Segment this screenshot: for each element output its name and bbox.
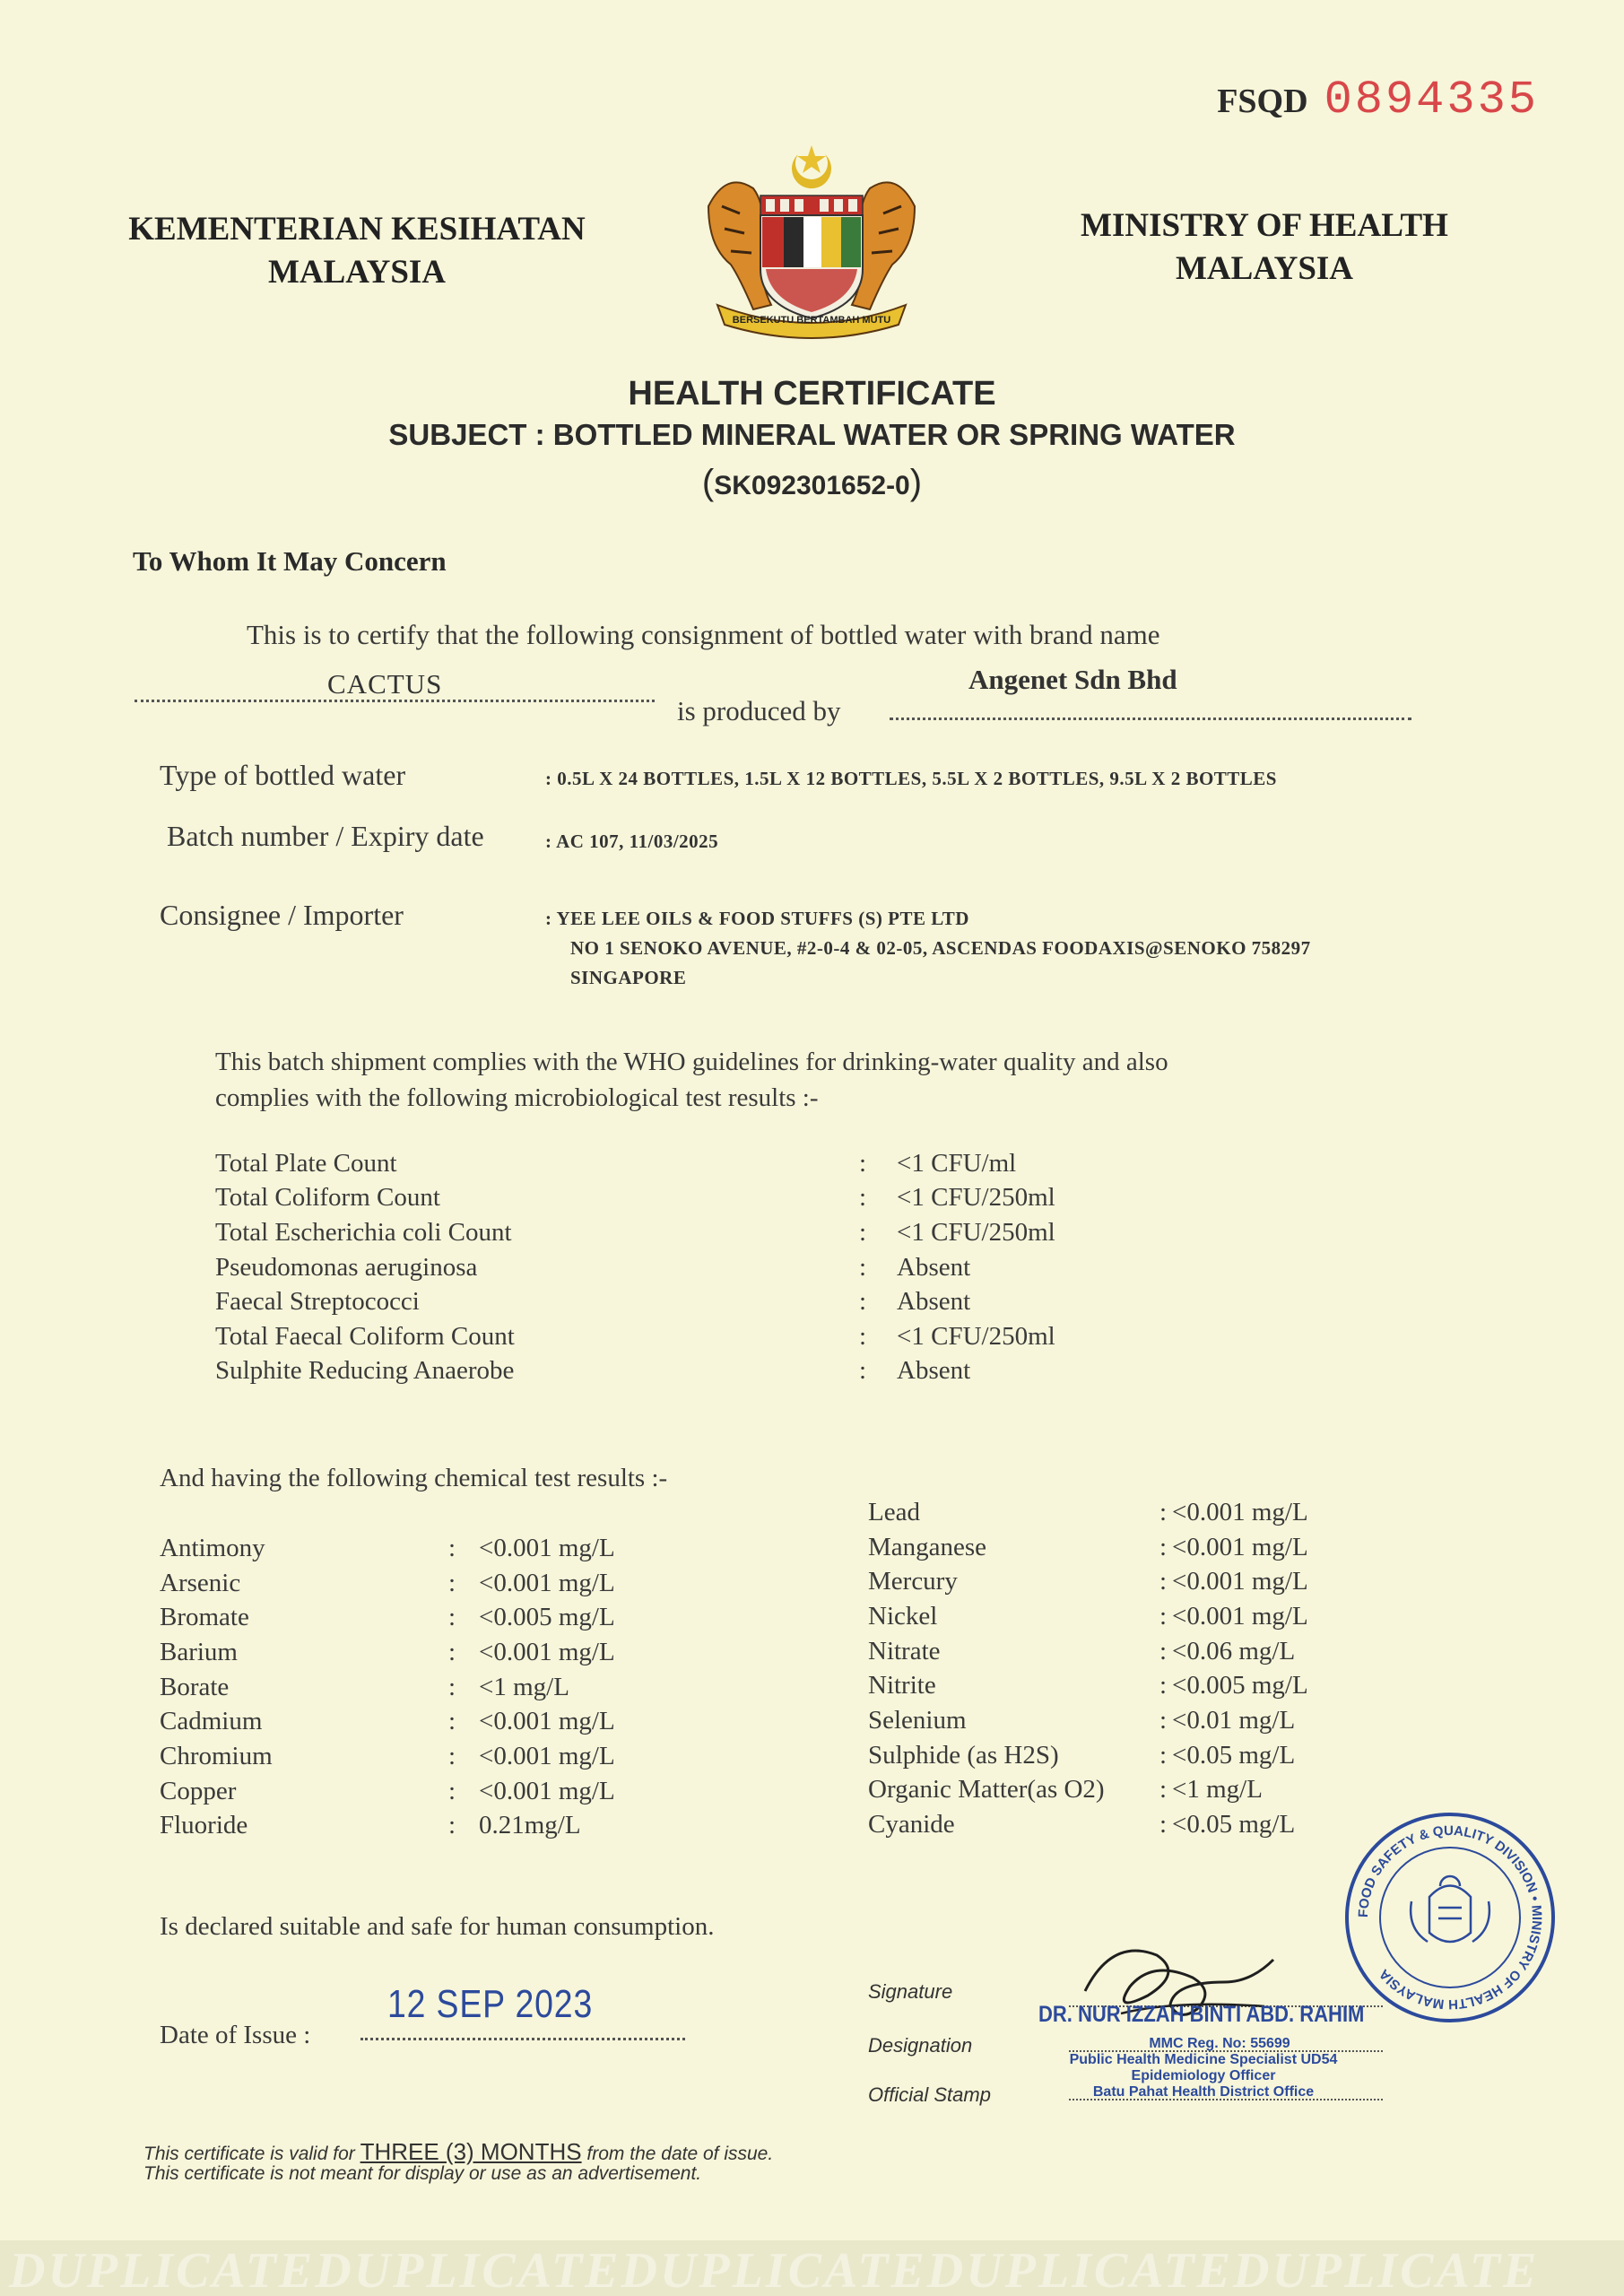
micro-result-row: Sulphite Reducing Anaerobe : Absent: [215, 1356, 971, 1386]
svg-text:FOOD SAFETY & QUALITY DIVISION: FOOD SAFETY & QUALITY DIVISION • MINISTRY OF HEALTH MALAYSIA: [1355, 1822, 1545, 2013]
micro-result-row: Faecal Streptococci : Absent: [215, 1287, 971, 1317]
chem-result-row: Nitrite : <0.005 mg/L: [868, 1671, 1308, 1700]
duplicate-watermark: DUPLICATEDUPLICATEDUPLICATEDUPLICATEDUPLICATE: [9, 2243, 1540, 2296]
brand-dotted-line: [135, 700, 655, 702]
official-round-stamp-icon: [1340, 1807, 1560, 2028]
compliance-line1: This batch shipment complies with the WHO guidelines for drinking-water quality and also: [215, 1048, 1168, 1076]
chem-result-row: Nitrate : <0.06 mg/L: [868, 1636, 1296, 1665]
ministry-malay-line2: MALAYSIA: [267, 254, 447, 291]
chem-result-row: Fluoride : 0.21mg/L: [160, 1811, 581, 1840]
consignee-label: Consignee / Importer: [160, 899, 404, 931]
producer-name: Angenet Sdn Bhd: [968, 664, 1177, 695]
fsqd-label: FSQD: [1217, 83, 1308, 120]
chem-result-row: Mercury : <0.001 mg/L: [868, 1567, 1308, 1596]
chem-result-row: Cadmium : <0.001 mg/L: [160, 1707, 615, 1736]
consignee-line1: : YEE LEE OILS & FOOD STUFFS (S) PTE LTD: [545, 908, 969, 929]
micro-result-row: Total Plate Count : <1 CFU/ml: [215, 1148, 1017, 1178]
chem-result-row: Antimony : <0.001 mg/L: [160, 1533, 615, 1562]
compliance-statement: [215, 1044, 1168, 1116]
batch-value: : AC 107, 11/03/2025: [545, 831, 719, 852]
mmc-registration: MMC Reg. No: 55699: [1149, 2036, 1290, 2051]
ministry-english-line2: MALAYSIA: [1175, 250, 1354, 287]
batch-label: Batch number / Expiry date: [167, 820, 484, 852]
designation-label: Designation: [868, 2034, 973, 2057]
date-of-issue-label: Date of Issue :: [160, 2021, 311, 2049]
certificate-title: HEALTH CERTIFICATE: [628, 375, 996, 413]
chem-result-row: Organic Matter(as O2) : <1 mg/L: [868, 1775, 1263, 1805]
duplicate-watermark-band: [0, 2240, 1624, 2296]
chem-result-row: Bromate : <0.005 mg/L: [160, 1603, 615, 1632]
officer-title-line1: Public Health Medicine Specialist UD54: [1069, 2052, 1338, 2067]
certificate-reference: (SK092301652-0): [701, 463, 923, 502]
type-label: Type of bottled water: [160, 759, 406, 791]
type-value: : 0.5L X 24 BOTTLES, 1.5L X 12 BOTTLES, 5.5L X 2 BOTTLES, 9.5L X 2 BOTTLES: [545, 768, 1277, 789]
ministry-english-line1: MINISTRY OF HEALTH: [1081, 207, 1448, 244]
chem-result-row: Sulphide (as H2S) : <0.05 mg/L: [868, 1740, 1296, 1770]
official-stamp-label: Official Stamp: [868, 2083, 991, 2106]
micro-result-row: Total Coliform Count : <1 CFU/250ml: [215, 1183, 1055, 1213]
officer-name: DR. NUR IZZAH BINTI ABD. RAHIM: [1038, 2002, 1365, 2027]
malaysia-coat-of-arms-icon: [690, 144, 933, 350]
signature-label: Signature: [868, 1980, 953, 2003]
consignee-line2: NO 1 SENOKO AVENUE, #2-0-4 & 02-05, ASCENDAS FOODAXIS@SENOKO 758297: [570, 937, 1311, 959]
officer-title-line2: Epidemiology Officer: [1131, 2068, 1276, 2083]
fsqd-number: 0894335: [1324, 74, 1539, 126]
reference-number: SK092301652-0: [714, 471, 910, 500]
chem-result-row: Arsenic : <0.001 mg/L: [160, 1568, 615, 1597]
chem-result-row: Selenium : <0.01 mg/L: [868, 1705, 1296, 1735]
certify-statement: This is to certify that the following consignment of bottled water with brand name: [247, 619, 1160, 650]
chem-result-row: Cyanide : <0.05 mg/L: [868, 1810, 1296, 1839]
ministry-malay-line1: KEMENTERIAN KESIHATAN: [128, 211, 586, 248]
chemical-results-left: [160, 1531, 680, 1843]
ministry-name-malay: [106, 208, 608, 294]
validity-period: THREE (3) MONTHS: [360, 2138, 582, 2165]
validity-notice: This certificate is valid for THREE (3) MONTHS from the date of issue.: [143, 2138, 774, 2165]
declaration: Is declared suitable and safe for human consumption.: [160, 1912, 715, 1941]
fsqd-serial: [1217, 74, 1539, 126]
micro-result-row: Pseudomonas aeruginosa : Absent: [215, 1252, 971, 1282]
chem-result-row: Copper : <0.001 mg/L: [160, 1776, 615, 1805]
micro-result-row: Total Faecal Coliform Count : <1 CFU/250ml: [215, 1321, 1055, 1351]
chem-result-row: Manganese : <0.001 mg/L: [868, 1532, 1308, 1561]
microbiological-results: [215, 1146, 1202, 1388]
certificate-subject: SUBJECT : BOTTLED MINERAL WATER OR SPRING WATER: [388, 418, 1236, 451]
chem-result-row: Lead : <0.001 mg/L: [868, 1497, 1308, 1526]
brand-name: CACTUS: [327, 668, 443, 700]
produced-by-label: is produced by: [677, 695, 841, 726]
advertisement-notice: This certificate is not meant for display or use as an advertisement.: [143, 2163, 702, 2184]
chem-result-row: Barium : <0.001 mg/L: [160, 1637, 615, 1666]
date-dotted-line: [360, 2038, 685, 2040]
consignee-line3: SINGAPORE: [570, 967, 687, 988]
svg-text:BERSEKUTU BERTAMBAH MUTU: BERSEKUTU BERTAMBAH MUTU: [732, 315, 891, 326]
salutation: To Whom It May Concern: [133, 545, 447, 577]
compliance-line2: complies with the following microbiological test results :-: [215, 1083, 819, 1112]
chemical-results-right: [868, 1495, 1406, 1842]
chem-result-row: Borate : <1 mg/L: [160, 1672, 569, 1701]
date-of-issue-stamp: 12 SEP 2023: [387, 1982, 594, 2026]
ministry-name-english: [1040, 204, 1489, 291]
officer-office: Batu Pahat Health District Office: [1092, 2084, 1315, 2100]
micro-result-row: Total Escherichia coli Count : <1 CFU/250ml: [215, 1217, 1055, 1247]
producer-dotted-line: [890, 718, 1411, 720]
chem-result-row: Nickel : <0.001 mg/L: [868, 1601, 1308, 1631]
chemical-intro: And having the following chemical test results :-: [160, 1464, 668, 1492]
chem-result-row: Chromium : <0.001 mg/L: [160, 1741, 615, 1770]
